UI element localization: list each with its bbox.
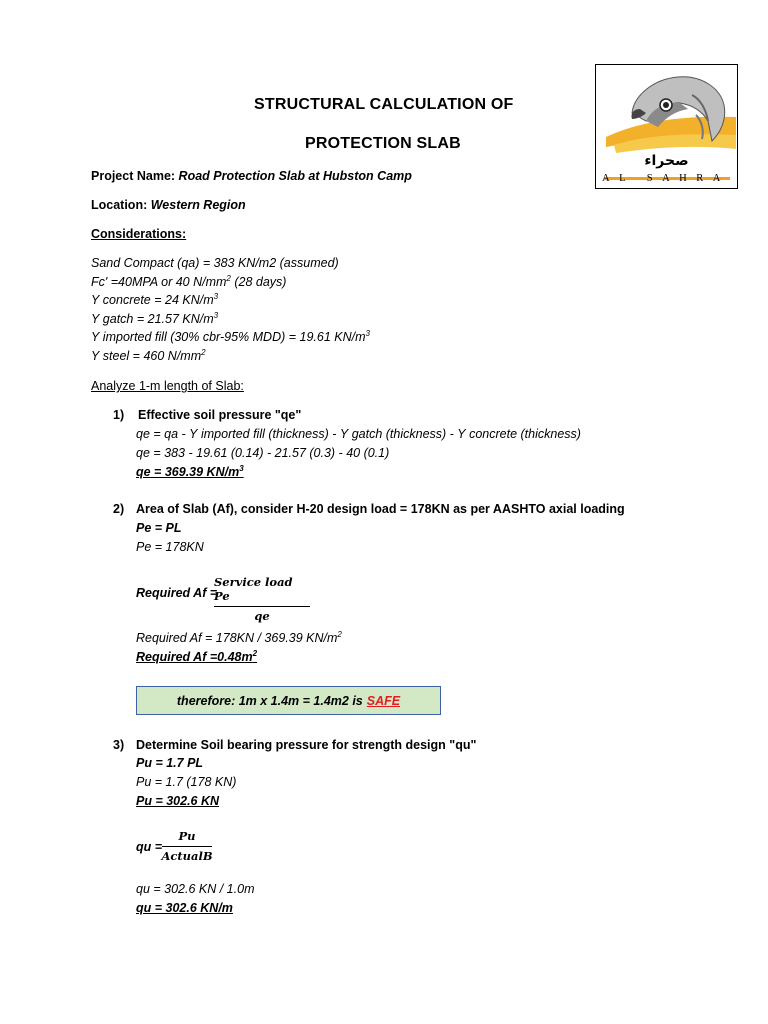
step3-heading: Determine Soil bearing pressure for strength design "qu" bbox=[136, 738, 477, 752]
consideration-sup: 2 bbox=[226, 273, 231, 283]
consideration-text: Υ imported fill (30% cbr-95% MDD) = 19.61 KN/m bbox=[91, 330, 366, 344]
step2-line1: Pe = PL bbox=[136, 521, 182, 535]
consideration-text: Υ gatch = 21.57 KN/m bbox=[91, 312, 214, 326]
step2-line3 bbox=[136, 631, 342, 645]
project-value: Road Protection Slab at Hubston Camp bbox=[178, 169, 412, 183]
step1-heading: Effective soil pressure "qe" bbox=[138, 408, 302, 422]
company-logo bbox=[595, 64, 738, 189]
consideration-item bbox=[91, 312, 218, 326]
step3-line1: Pu = 1.7 PL bbox=[136, 756, 204, 770]
project-name bbox=[91, 169, 412, 183]
consideration-text: Sand Compact (qa) = 383 KN/m2 (assumed) bbox=[91, 256, 339, 270]
step3-numerator: Pu bbox=[178, 829, 196, 843]
step2-denominator: qe bbox=[254, 609, 270, 623]
step3-fraction bbox=[162, 829, 212, 863]
step2-numerator: Service load Pe bbox=[214, 575, 293, 603]
step2-heading: Area of Slab (Af), consider H-20 design load = 178KN as per AASHTO axial loading bbox=[136, 502, 625, 516]
step2-result-sup: 2 bbox=[252, 648, 258, 658]
step2-number: 2) bbox=[113, 502, 125, 516]
step1-line2: qe = 383 - 19.61 (0.14) - 21.57 (0.3) - 40 (0.1) bbox=[136, 446, 390, 460]
step1-result-sup: 3 bbox=[239, 463, 244, 473]
location-value: Western Region bbox=[150, 198, 246, 212]
location-label: Location: bbox=[91, 198, 148, 212]
step2-result bbox=[136, 650, 257, 664]
step1-result bbox=[136, 465, 244, 479]
consideration-text: Fc' =40MPA or 40 N/mm bbox=[91, 275, 227, 289]
step2-fraction bbox=[214, 575, 310, 623]
step3-line2: Pu = 1.7 (178 KN) bbox=[136, 775, 237, 789]
consideration-sup: 3 bbox=[365, 328, 370, 338]
consideration-item bbox=[91, 293, 218, 307]
consideration-suffix: (28 days) bbox=[230, 275, 287, 289]
consideration-item bbox=[91, 275, 286, 289]
page-title-line1: STRUCTURAL CALCULATION OF bbox=[254, 96, 514, 113]
consideration-sup: 3 bbox=[213, 310, 219, 320]
step3-denominator: ActualB bbox=[161, 849, 213, 863]
step3-formula-label: qu = bbox=[136, 840, 163, 854]
safe-conclusion-text: therefore: 1m x 1.4m = 1.4m2 is bbox=[176, 693, 363, 708]
considerations-heading: Considerations: bbox=[91, 227, 187, 241]
step3-number: 3) bbox=[113, 738, 125, 752]
location bbox=[91, 198, 246, 212]
step2-line3-text: Required Af = 178KN / 369.39 KN/m bbox=[136, 631, 338, 645]
safe-conclusion-box bbox=[136, 686, 441, 715]
fraction-bar bbox=[162, 846, 212, 847]
project-label: Project Name: bbox=[91, 169, 176, 183]
step2-line3-sup: 2 bbox=[337, 629, 342, 639]
analyze-heading: Analyze 1-m length of Slab: bbox=[91, 379, 244, 393]
step2-result-text: Required Af =0.48m bbox=[136, 650, 253, 664]
consideration-item bbox=[91, 349, 206, 363]
step3-result1: Pu = 302.6 KN bbox=[136, 794, 220, 808]
fraction-bar bbox=[214, 606, 310, 607]
consideration-sup: 3 bbox=[213, 291, 219, 301]
consideration-sup: 2 bbox=[201, 347, 206, 357]
step3-result2: qu = 302.6 KN/m bbox=[136, 901, 233, 915]
consideration-item bbox=[91, 256, 339, 270]
step2-formula-label: Required Af = bbox=[136, 586, 218, 600]
consideration-text: Υ steel = 460 N/mm bbox=[91, 349, 202, 363]
step1-number: 1) bbox=[113, 408, 125, 422]
step1-line1: qe = qa - Υ imported fill (thickness) - Υ gatch (thickness) - Υ concrete (thickness) bbox=[136, 427, 581, 441]
step2-line2: Pe = 178KN bbox=[136, 540, 204, 554]
page-title-line2: PROTECTION SLAB bbox=[305, 135, 461, 152]
logo-arabic-text: صحراء bbox=[644, 153, 689, 169]
falcon-logo-graphic bbox=[596, 65, 737, 188]
consideration-item bbox=[91, 330, 370, 344]
logo-latin-text: AL SAHRA bbox=[602, 173, 730, 184]
step1-result-text: qe = 369.39 KN/m bbox=[136, 465, 240, 479]
step3-line3: qu = 302.6 KN / 1.0m bbox=[136, 882, 255, 896]
consideration-text: Υ concrete = 24 KN/m bbox=[91, 293, 214, 307]
safe-label: SAFE bbox=[366, 693, 401, 708]
